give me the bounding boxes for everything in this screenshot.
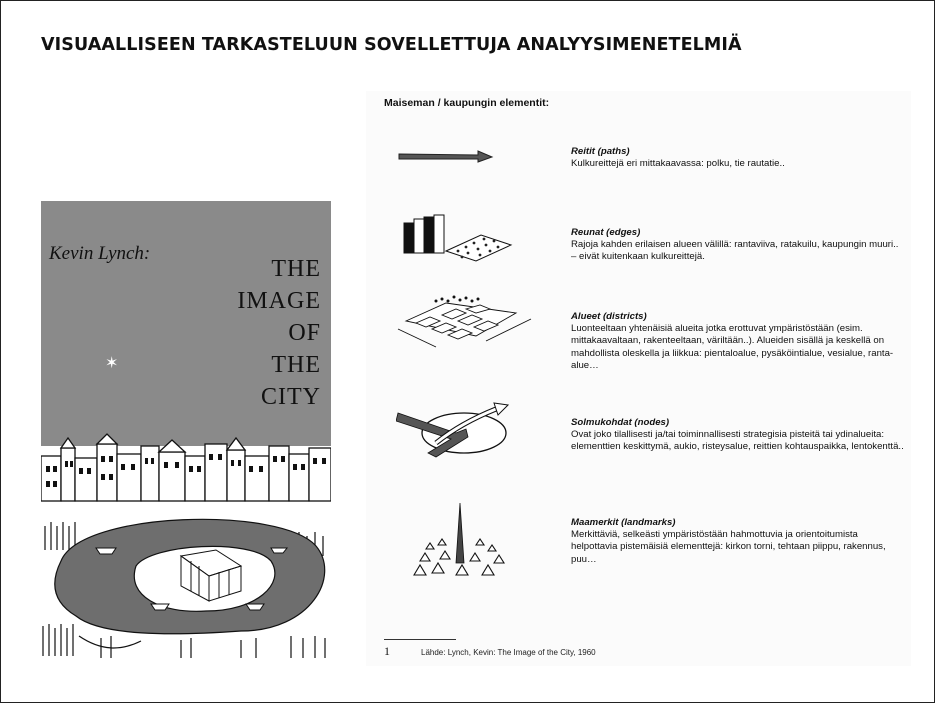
- element-desc-landmarks: Merkittäviä, selkeästi ympäristöstään hahmottuvia ja orientoitumista helpottavia pistemäisiä elementtejä: kirkon torni, tehtaan piippu, rakennus, puu…: [571, 529, 886, 565]
- slide-title: VISUAALLISEEN TARKASTELUUN SOVELLETTUJA ANALYYSIMENETELMIÄ: [41, 35, 742, 55]
- element-desc-nodes: Ovat joko tilallisesti ja/tai toiminnallisesti strategisia pisteitä tai ydinalueita: elementtien keskittymä, aukio, risteysalue, reittien kohtauspaikka, lentokenttä..: [571, 429, 904, 453]
- cover-title-line-1: THE: [271, 256, 321, 282]
- element-text-nodes: [571, 417, 906, 454]
- edge-blocks-icon: [396, 213, 516, 263]
- city-drawing-illustration: [41, 426, 331, 661]
- element-desc-districts: Luonteeltaan yhtenäisiä alueita jotka erottuvat ympäristöstään (esim. mittakaavaltaan, rakenteeltaan, väriltään..). Alueiden sisällä ja keskellä on mahdollista oleskella ja liikkua: pientaloalue, pysäköintialue, vesialue, ranta-alue…: [571, 323, 894, 371]
- district-blocks-icon: [396, 291, 536, 351]
- element-text-edges: [571, 227, 906, 264]
- cover-title-line-5: CITY: [261, 384, 321, 410]
- footnote-number: 1: [384, 644, 390, 658]
- cover-author: Kevin Lynch:: [49, 243, 151, 264]
- cover-title-line-3: OF: [288, 320, 321, 346]
- cover-title-line-4: THE: [271, 352, 321, 378]
- element-text-landmarks: [571, 517, 906, 566]
- book-cover-image: [41, 201, 331, 661]
- element-desc-paths: Kulkureittejä eri mittakaavassa: polku, tie rautatie..: [571, 158, 785, 170]
- footnote-text: Lähde: Lynch, Kevin: The Image of the City, 1960: [421, 648, 596, 657]
- element-title-landmarks: Maamerkit (landmarks): [571, 517, 676, 528]
- star-icon: ✶: [105, 353, 119, 372]
- element-desc-edges: Rajoja kahden erilaisen alueen välillä: rantaviiva, ratakuilu, kaupungin muuri.. – eivät kuitenkaan kulkureittejä.: [571, 239, 899, 263]
- cover-title-line-2: IMAGE: [237, 288, 321, 314]
- element-title-nodes: Solmukohdat (nodes): [571, 417, 670, 428]
- panel-heading: Maiseman / kaupungin elementit:: [384, 97, 550, 109]
- element-title-districts: Alueet (districts): [571, 311, 647, 322]
- element-title-paths: Reitit (paths): [571, 146, 630, 157]
- node-crossing-icon: [396, 399, 536, 459]
- path-arrow-icon: [396, 146, 496, 166]
- elements-panel: [366, 91, 911, 666]
- element-text-paths: [571, 146, 906, 170]
- footnote-rule: [384, 639, 456, 640]
- element-text-districts: [571, 311, 906, 372]
- landmark-spire-icon: [396, 501, 526, 591]
- element-title-edges: Reunat (edges): [571, 227, 641, 238]
